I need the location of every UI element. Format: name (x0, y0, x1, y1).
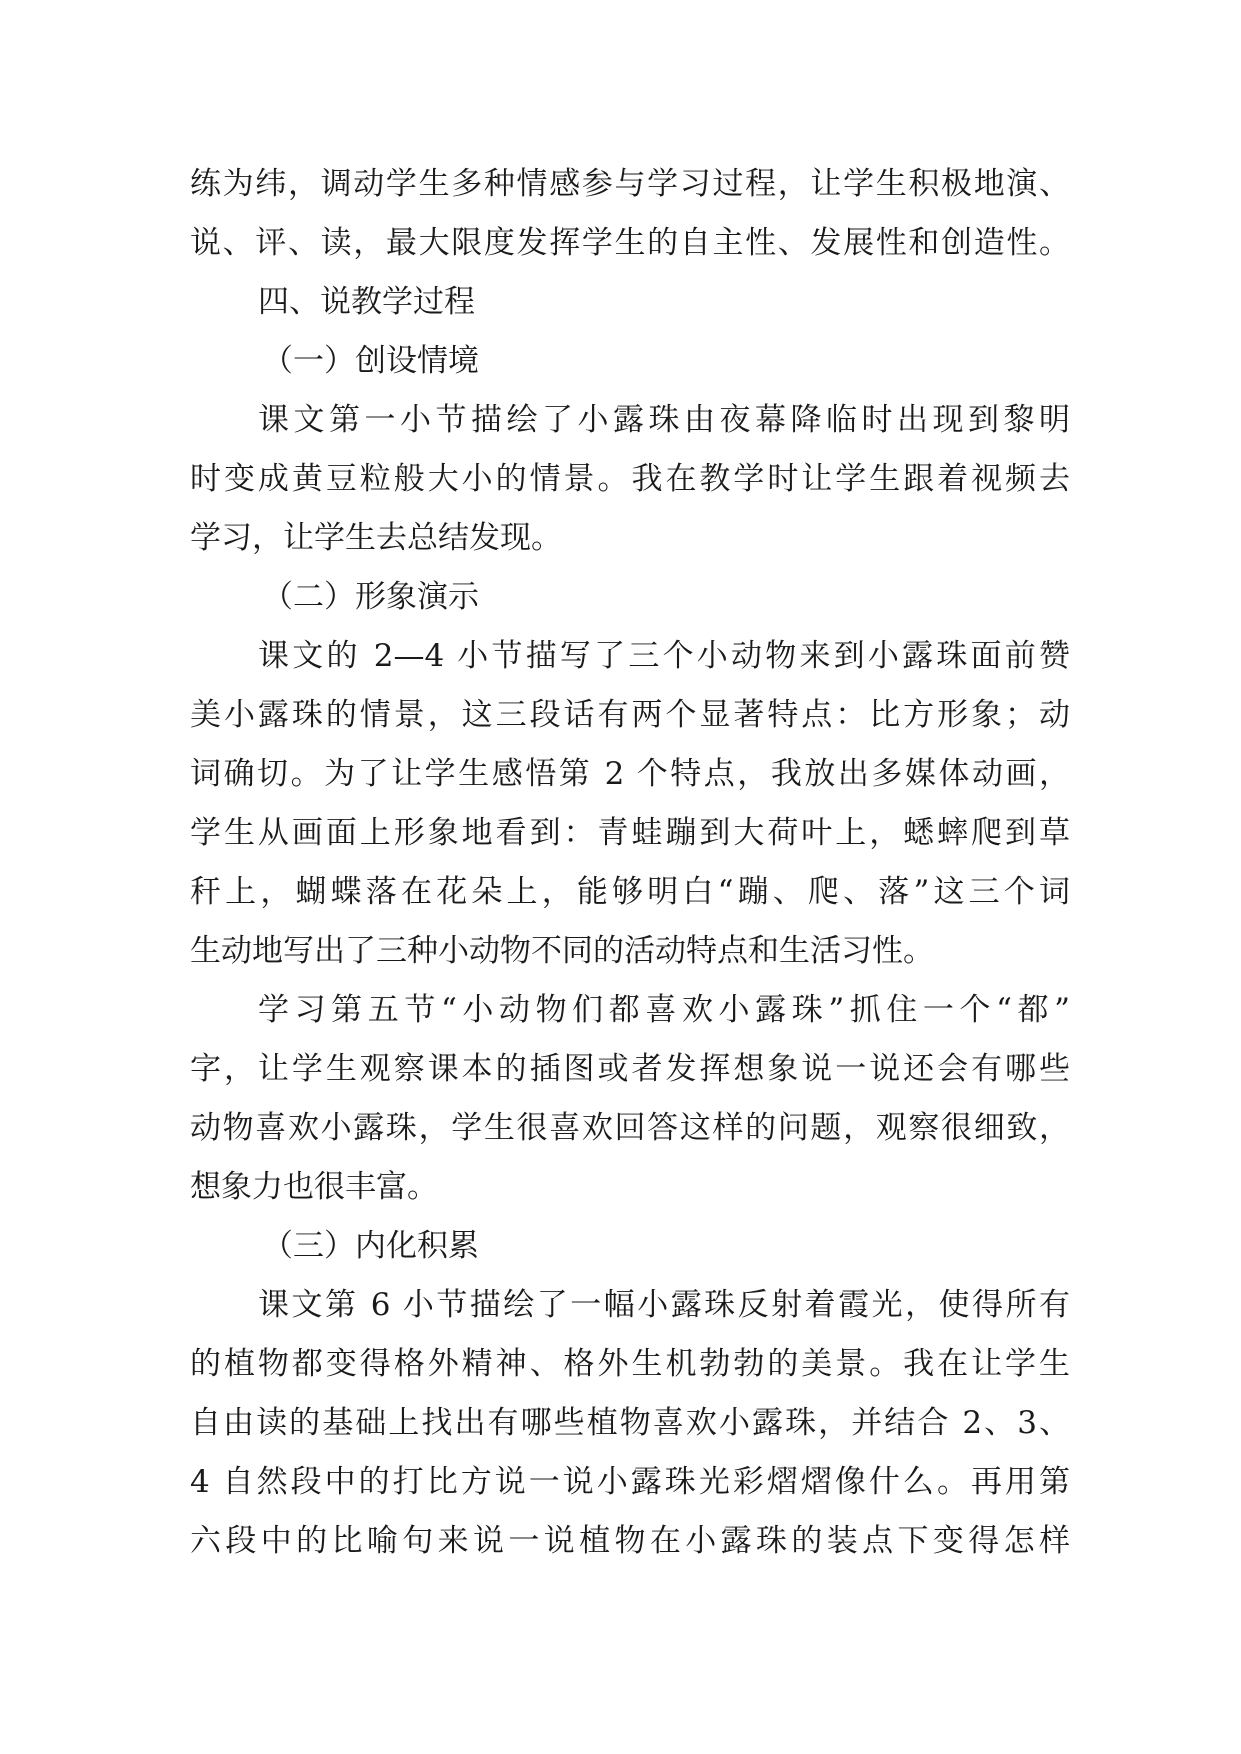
paragraph-line: 的植物都变得格外精神、格外生机勃勃的美景。我在让学生 (190, 1346, 1070, 1382)
paragraph-line: 字，让学生观察课本的插图或者发挥想象说一说还会有哪些 (190, 1051, 1070, 1087)
paragraph-line: 想象力也很丰富。 (190, 1169, 438, 1205)
paragraph-line: 学习，让学生去总结发现。 (190, 520, 562, 556)
subsection-heading: （二）形象演示 (262, 579, 479, 615)
paragraph-line: 六段中的比喻句来说一说植物在小露珠的装点下变得怎样 (190, 1523, 1070, 1559)
section-heading: 四、说教学过程 (258, 284, 475, 320)
paragraph-line: 动物喜欢小露珠，学生很喜欢回答这样的问题，观察很细致， (190, 1110, 1070, 1146)
paragraph-line: 秆上，蝴蝶落在花朵上，能够明白“蹦、爬、落”这三个词 (190, 874, 1070, 910)
paragraph-line: 美小露珠的情景，这三段话有两个显著特点：比方形象；动 (190, 697, 1070, 733)
paragraph-line: 课文第一小节描绘了小露珠由夜幕降临时出现到黎明 (258, 402, 1070, 438)
paragraph-line: 说、评、读，最大限度发挥学生的自主性、发展性和创造性。 (190, 225, 1070, 261)
paragraph-line: 词确切。为了让学生感悟第 2 个特点，我放出多媒体动画， (190, 756, 1070, 792)
paragraph-line: 练为纬，调动学生多种情感参与学习过程，让学生积极地演、 (190, 166, 1070, 202)
paragraph-line: 课文的 2—4 小节描写了三个小动物来到小露珠面前赞 (258, 638, 1070, 674)
subsection-heading: （一）创设情境 (262, 343, 479, 379)
paragraph-line: 学生从画面上形象地看到：青蛙蹦到大荷叶上，蟋蟀爬到草 (190, 815, 1070, 851)
subsection-heading: （三）内化积累 (262, 1228, 479, 1264)
paragraph-line: 4 自然段中的打比方说一说小露珠光彩熠熠像什么。再用第 (190, 1464, 1070, 1500)
paragraph-line: 时变成黄豆粒般大小的情景。我在教学时让学生跟着视频去 (190, 461, 1070, 497)
paragraph-line: 自由读的基础上找出有哪些植物喜欢小露珠，并结合 2、3、 (190, 1405, 1070, 1441)
paragraph-line: 学习第五节“小动物们都喜欢小露珠”抓住一个“都” (258, 992, 1070, 1028)
paragraph-line: 课文第 6 小节描绘了一幅小露珠反射着霞光，使得所有 (258, 1287, 1070, 1323)
paragraph-line: 生动地写出了三种小动物不同的活动特点和生活习性。 (190, 933, 934, 969)
